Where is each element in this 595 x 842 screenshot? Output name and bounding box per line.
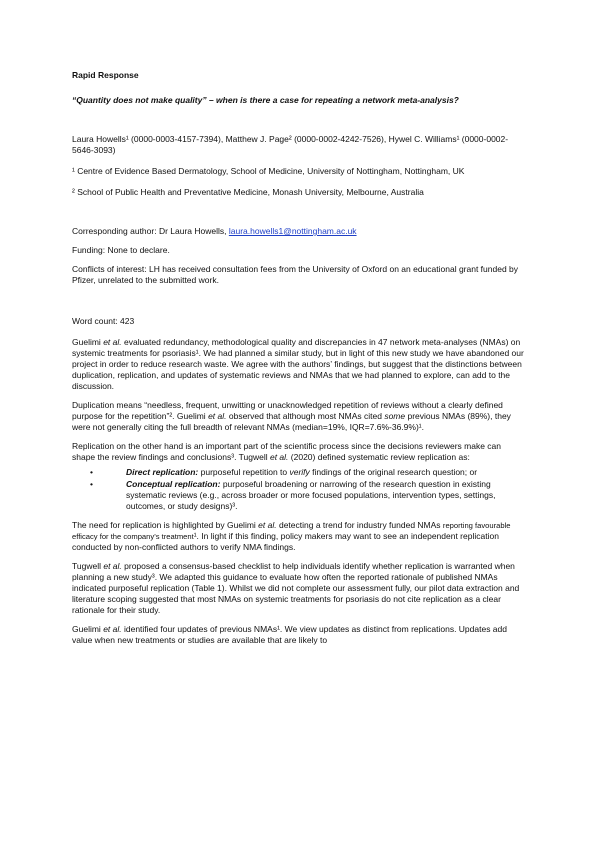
text-run: et al. bbox=[103, 561, 122, 571]
text-run: (2020) defined systematic review replication as: bbox=[288, 452, 470, 462]
text-run: Replication on the other hand is an important part of the scientific process since the decisions reviewers make can shape the review findings and conclusions³. Tugwell bbox=[72, 441, 502, 462]
conflicts-statement: Conflicts of interest: LH has received consultation fees from the University of Oxford on an educational grant funded by Pfizer, unrelated to the submitted work. bbox=[72, 264, 519, 285]
paragraph-1 bbox=[72, 337, 524, 392]
list-item bbox=[72, 467, 524, 478]
list-term: Conceptual replication: bbox=[126, 479, 221, 489]
text-run: et al. bbox=[103, 624, 122, 634]
paragraph-5 bbox=[72, 561, 524, 616]
paragraph-4 bbox=[72, 520, 524, 553]
text-run: Guelimi bbox=[72, 337, 104, 347]
article-title: “Quantity does not make quality” – when is there a case for repeating a network meta-analysis? bbox=[72, 95, 459, 105]
text-run: The need for replication is highlighted by Guelimi bbox=[72, 520, 259, 530]
text-run: purposeful broadening or narrowing of the research question in existing systematic reviews (e.g., across broader or more focused populations, intervention types, settings, outcomes, or study designs)³. bbox=[126, 479, 496, 511]
email-link[interactable]: laura.howells1@nottingham.ac.uk bbox=[228, 226, 357, 236]
corresponding-author bbox=[72, 226, 524, 237]
text-run: purposeful repetition to bbox=[198, 467, 290, 477]
text-run: Duplication means “needless, frequent, unwitting or unacknowledged repetition of reviews without a clearly defined purpose for the repetition”². Guelimi bbox=[72, 400, 503, 421]
text-run: verify bbox=[289, 467, 310, 477]
text-run: Tugwell bbox=[72, 561, 104, 571]
affiliation-2: ² School of Public Health and Preventative Medicine, Monash University, Melbourne, Australia bbox=[72, 187, 424, 197]
text-run: detecting a trend for industry funded NMAs bbox=[276, 520, 443, 530]
text-run: ¹. In light if this finding, policy makers may want to see an independent replication conducted by non-conflicted authors to verify NMA findings. bbox=[72, 531, 499, 552]
text-run: observed that although most NMAs cited bbox=[226, 411, 385, 421]
text-run: et al. bbox=[269, 452, 289, 462]
bullet-icon: • bbox=[90, 467, 93, 477]
word-count: Word count: 423 bbox=[72, 316, 135, 326]
text-run: evaluated redundancy, methodological quality and discrepancies in 47 network meta-analyses (NMAs) on systemic treatments for psoriasis¹. We had planned a similar study, but in light of this new study we have abandoned our project in order to reduce research waste. We agree with the authors’ findings, but suggest that the distinctions between duplication, replication, and updates of systematic reviews and NMAs that we had planned to explore, can add to the discussion. bbox=[72, 337, 524, 391]
text-run: findings of the original research question; or bbox=[309, 467, 478, 477]
text-run: et al. bbox=[258, 520, 277, 530]
paragraph-3 bbox=[72, 441, 524, 463]
text-run: Guelimi bbox=[72, 624, 104, 634]
section-heading: Rapid Response bbox=[72, 70, 139, 80]
text-run: previous NMAs (89%), they were not generally citing the full breadth of relevant NMAs (median=19%, IQR=7.6%-36.9%)¹. bbox=[72, 411, 511, 432]
paragraph-2 bbox=[72, 400, 524, 433]
text-run: some bbox=[384, 411, 406, 421]
list-item bbox=[72, 479, 524, 512]
text-run: proposed a consensus-based checklist to help individuals identify whether replication is warranted when planning a new study³. We adapted this guidance to evaluate how often the reported rationale of published NMAs indicated purposeful replication (Table 1). Whilst we did not complete our assessment fully, our pilot data extraction and literature scoping suggested that most NMAs on systemic treatments for psoriasis do not cite replication as a clear rationale for their study. bbox=[72, 561, 520, 615]
paragraph-6 bbox=[72, 624, 524, 646]
replication-types-list bbox=[72, 467, 524, 512]
text-run: et al. bbox=[208, 411, 227, 421]
author-list: Laura Howells¹ (0000-0003-4157-7394), Matthew J. Page² (0000-0002-4242-7526), Hywel C. Williams¹ (0000-0002-5646-3093) bbox=[72, 134, 509, 155]
list-term: Direct replication: bbox=[126, 467, 199, 477]
text-run: reporting favourable efficacy for the company’s treatment bbox=[72, 521, 511, 541]
funding-statement: Funding: None to declare. bbox=[72, 245, 170, 255]
bullet-icon: • bbox=[90, 479, 93, 489]
affiliation-1: ¹ Centre of Evidence Based Dermatology, School of Medicine, University of Nottingham, Nottingham, UK bbox=[72, 166, 465, 176]
text-run: identified four updates of previous NMAs¹. We view updates as distinct from replications. Updates add value when new treatments or studies are available that are likely to bbox=[72, 624, 507, 645]
corresponding-label: Corresponding author: Dr Laura Howells, bbox=[72, 226, 229, 236]
text-run: et al. bbox=[103, 337, 122, 347]
document-page bbox=[72, 70, 524, 646]
